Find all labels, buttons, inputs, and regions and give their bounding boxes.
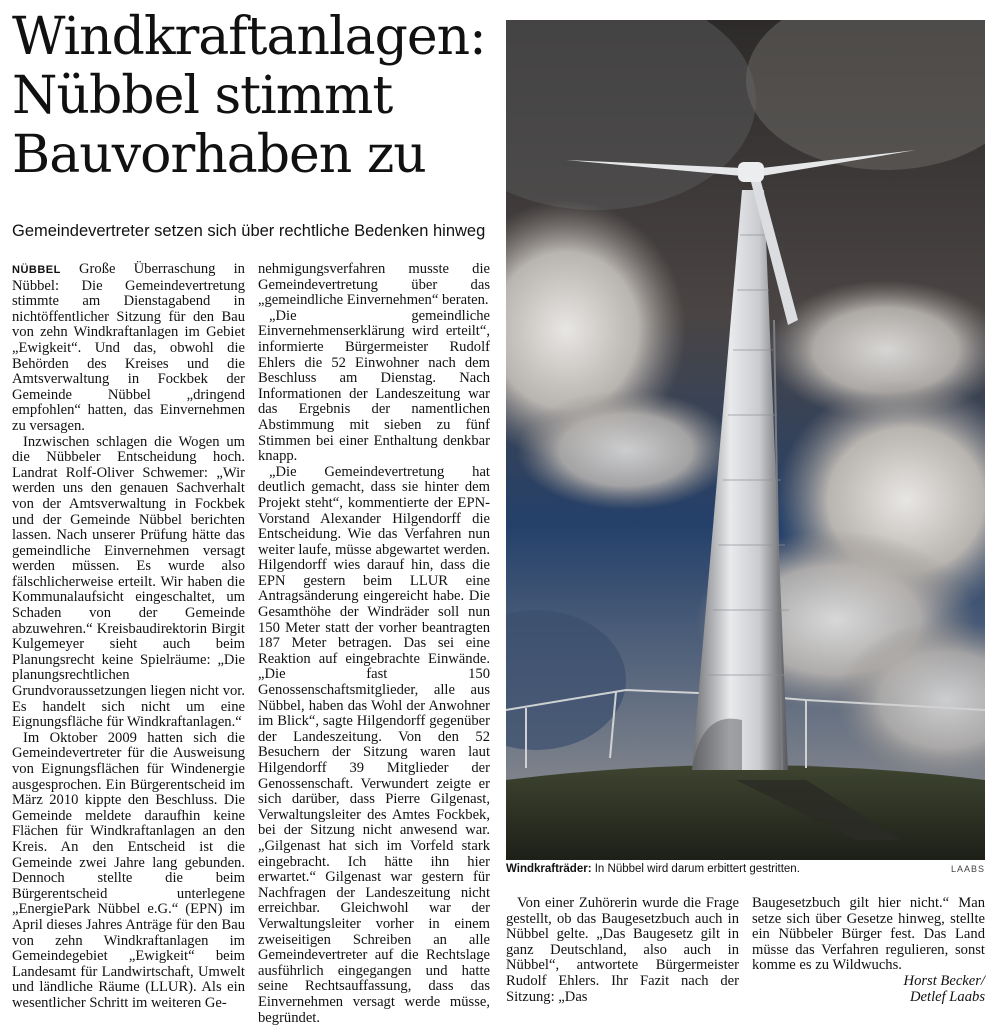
paragraph: NÜBBEL Große Überraschung in Nübbel: Die Gemeindevertretung stimmte am Dienstagabend in nichtöffentlicher Sitzung für den Bau von zehn Windkraftanlagen im Gebiet „Ewigkeit“. Und das, obwohl die Behörden des Kreises und die Amtsverwaltung in Fockbek der Gemeinde Nübbel „dringend empfohlen“ hatten, das Einvernehmen zu versagen. (12, 261, 245, 434)
byline-author-2: Detlef Laabs (910, 988, 985, 1005)
paragraph: Inzwischen schlagen die Wogen um die Nübbeler Entscheidung hoch. Landrat Rolf-Oliver Schwemer: „Wir werden uns den genauen Sachverhalt von der Amtsverwaltung in Fockbek und der Gemeinde Nübbel berichten lassen. Nach unserer Prüfung hätte das gemeindliche Einvernehmen versagt werden müssen. Es wurde also fälschlicherweise erteilt. Wir haben die Kommunalaufsicht eingeschaltet, um Schaden von der Gemeinde abzuwehren.“ Kreisbaudirektorin Birgit Kulgemeyer sieht auch beim Planungsrecht keine Spielräume: „Die planungsrechtlichen Grundvoraussetzungen liegen nicht vor. Es handelt sich nicht um eine Eignungsfläche für Windkraftanlagen.“ (12, 433, 245, 731)
headline-line-2: Nübbel stimmt (12, 66, 393, 126)
photo-caption (506, 863, 985, 875)
photo-credit: LAABS (950, 864, 985, 874)
headline-line-3: Bauvorhaben zu (12, 125, 426, 185)
article-column-1 (12, 262, 245, 1012)
caption-label: Windkrafträder: (506, 863, 592, 875)
paragraph: nehmigungsverfahren musste die Gemeindevertretung über das „gemeindliche Einvernehmen“ beraten. (258, 261, 490, 309)
caption-text: In Nübbel wird darum erbittert gestritten. (591, 863, 800, 875)
paragraph: Im Oktober 2009 hatten sich die Gemeindevertreter für die Ausweisung von Eignungsflächen für Windenergie ausgesprochen. Ein Bürgerentscheid im März 2010 kippte den Beschluss. Die Gemeinde meldete daraufhin keine Flächen für Windkraftanlagen an den Kreis. An den Entscheid ist die Gemeinde zwei Jahre lang gebunden. Dennoch stellte die beim Bürgerentscheid unterlegene „EnergiePark Nübbel e.G.“ (EPN) im April dieses Jahres Anträge für den Bau von zehn Windkraftanlagen im Gemeindegebiet „Ewigkeit“ beim Landesamt für Landwirtschaft, Umwelt und ländliche Räume (LLUR). Als ein wesentlicher Schritt im weiteren Ge- (12, 729, 245, 1011)
paragraph: „Die Gemeindevertretung hat deutlich gemacht, dass sie hinter dem Projekt steht“, kommentierte der EPN-Vorstand Alexander Hilgendorff die Entscheidung. Wie das Verfahren nun weiter laufe, müsse abgewartet werden. Hilgendorff wies darauf hin, dass die EPN gestern beim LLUR eine Antragsänderung eingereicht habe. Die Gesamthöhe der Windräder soll nun 150 Meter statt der vorher beantragten 187 Meter betragen. Das sei eine Reaktion auf eingebrachte Einwände. „Die fast 150 Genossenschaftsmitglieder, alle aus Nübbel, haben das Wohl der Anwohner im Blick“, sagte Hilgendorff gegenüber der Landeszeitung. Von den 52 Besuchern der Sitzung waren laut Hilgendorff 39 Mitglieder der Genossenschaft. Verwundert zeigte er sich darüber, dass Pierre Gilgenast, Verwaltungsleiter des Amtes Fockbek, bei der Sitzung nicht anwesend war. „Gilgenast hat sich im Vorfeld stark eingebracht. Ich hätte ihn hier erwartet.“ Gilgenast war gestern für Nachfragen der Landeszeitung nicht erreichbar. Gleichwohl war der Verwaltungsleiter vorher in einem zweiseitigen Schreiben an alle Gemeindevertreter auf die Rechtslage ausführlich eingegangen und hatte seine Rechtsauffassung, dass das Einvernehmen versagt werde müsse, begründet. (258, 463, 490, 1026)
paragraph: Baugesetzbuch gilt hier nicht.“ Man setze sich über Gesetze hinweg, stellte ein Nübbeler Bürger fest. Das Land müsse das Verfahren regulieren, sonst komme es zu Wildwuchs. (752, 895, 985, 974)
paragraph: „Die gemeindliche Einvernehmenserklärung wird erteilt“, informierte Bürgermeister Rudolf Ehlers die 52 Einwohner nach dem Beschluss am Dienstag. Nach Informationen der Landeszeitung war das Ergebnis der namentlichen Abstimmung mit sieben zu fünf Stimmen bei einer Enthaltung denkbar knapp. (258, 307, 490, 465)
byline (752, 974, 985, 1005)
wind-turbine-photo (506, 20, 985, 860)
article-column-2 (258, 262, 490, 1026)
paragraph: Von einer Zuhörerin wurde die Frage gestellt, ob das Baugesetzbuch auch in Nübbel gelte. „Das Baugesetz gilt in ganz Deutschland, also auch in Nübbel“, antwortete Bürgermeister Rudolf Ehlers. Ihr Fazit nach der Sitzung: „Das (506, 895, 739, 1005)
article-column-4 (752, 896, 985, 1005)
byline-author-1: Horst Becker/ (903, 972, 985, 989)
headline-line-1: Windkraftanlagen: (12, 7, 486, 67)
subheadline: Gemeindevertreter setzen sich über rechtliche Bedenken hinweg (12, 222, 486, 240)
headline (12, 8, 502, 185)
dateline: NÜBBEL (12, 264, 61, 276)
wind-turbine-image (506, 20, 985, 860)
article-column-3 (506, 896, 739, 1005)
